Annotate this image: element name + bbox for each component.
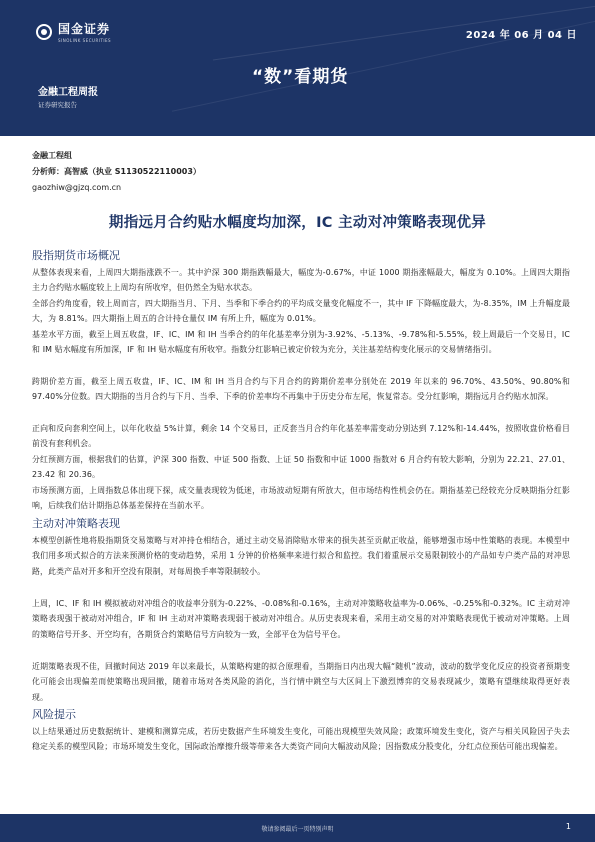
paragraph: 分红预测方面，根据我们的估算，沪深 300 指数、中证 500 指数、上证 50 指数和中证 1000 指数对 6 月合约有较大影响，分别为 22.21、27.01、23.42 和 20.36。 xyxy=(32,455,570,480)
logo-subtext: SINOLINK SECURITIES xyxy=(58,38,112,43)
paragraph: 正向和反向套利空间上，以年化收益 5%计算，剩余 14 个交易日，正反套当月合约年化基差率需变动分别达到 7.12%和-14.44%，按照收盘价格看目前没有套利机会。 xyxy=(32,424,570,449)
author-block xyxy=(32,148,201,196)
page-number: 1 xyxy=(565,822,571,831)
paragraph: 从整体表现来看，上周四大期指涨跌不一。其中沪深 300 期指跌幅最大，幅度为-0.67%，中证 1000 期指涨幅最大，幅度为 0.10%。上周四大期指主力合约贴水幅度较上上周均有所收窄，但仍然全为贴水状态。 xyxy=(32,268,570,293)
paragraph: 基差水平方面，截至上周五收盘，IF、IC、IM 和 IH 当季合约的年化基差率分别为-3.92%、-5.13%、-9.78%和-5.55%，较上周最后一个交易日，IC 和 IM 贴水幅度有所加深，IF 和 IH 贴水幅度有所收窄。指数分红影响已被定价较为充分，关注基差结构变化展示的交易情绪指引。 xyxy=(32,330,570,355)
paragraph: 市场预测方面，上周指数总体出现下探，成交量表现较为低迷，市场波动短期有所放大，但市场结构性机会仍在。期指基差已经较充分反映期指分红影响，后续我们估计期指总体基差保持在当前水平。 xyxy=(32,486,570,511)
footer-disclaimer[interactable]: 敬请参阅最后一页特别声明 xyxy=(261,826,334,833)
paragraph: 本模型创新性地将股指期货交易策略与对冲持仓相结合，通过主动交易消除贴水带来的损失甚至贡献正收益，能够增强市场中性策略的表现。本模型中我们用多项式拟合的方法来预测价格的变动趋势，采用 1 分钟的价格频率来进行拟合和监控。我们着重展示交易限制较小的产品如专户类产品的对冲思路，此类产品对开多和开空没有限制，对每周换手率等限制较小。 xyxy=(32,536,570,576)
report-banner xyxy=(0,0,595,136)
report-title: “数”看期货 xyxy=(252,67,349,87)
analyst-name: 分析师：高智威（执业 S1130522110003） xyxy=(32,167,201,176)
paragraph: 近期策略表现不佳，回撤时间达 2019 年以来最长，从策略构建的拟合原理看，当期指日内出现大幅“随机”波动，波动的数学变化反应的投资者预期变化可能会出现偏差而使策略出现回撤，随着市场对各类风险的消化，当行情中跳空与大区间上下激烈博弈的交易表现减少，策略有望继续取得更好表现。 xyxy=(32,662,570,702)
paragraph: 跨期价差方面，截至上周五收盘，IF、IC、IM 和 IH 当月合约与下月合约的跨期价差率分别处在 2019 年以来的 96.70%、43.50%、90.80%和 97.40%分位数。四大期指的当月合约与下月、当季、下季的价差率均不再集中于历史分布左尾，恢复常态。受分红影响，期指远月合约贴水加深。 xyxy=(32,377,570,402)
section-heading-market-overview: 股指期货市场概况 xyxy=(32,249,120,262)
analyst-email[interactable]: gaozhiw@gjzq.com.cn xyxy=(32,183,122,192)
logo-icon xyxy=(36,24,52,40)
report-type: 证券研究报告 xyxy=(38,101,77,109)
company-logo xyxy=(36,20,111,43)
author-group: 金融工程组 xyxy=(32,151,72,160)
section-heading-risk: 风险提示 xyxy=(32,708,76,721)
report-headline: 期指远月合约贴水幅度均加深，IC 主动对冲策略表现优异 xyxy=(108,215,487,231)
report-date: 2024 年 06 月 04 日 xyxy=(465,30,577,41)
paragraph: 以上结果通过历史数据统计、建模和测算完成，若历史数据产生环境发生变化，可能出现模型失效风险；政策环境发生变化，资产与相关风险因子失去稳定关系的模型风险；市场环境发生变化，国际政治摩擦升级等带来各大类资产同向大幅波动风险；因指数成分股变化，分红点位预估可能出现偏差。 xyxy=(32,727,570,752)
logo-text: 国金证券 xyxy=(58,22,111,36)
paragraph: 上周，IC、IF 和 IH 模拟被动对冲组合的收益率分别为-0.22%、-0.08%和-0.16%，主动对冲策略收益率为-0.06%、-0.25%和-0.32%。IC 主动对冲策略表现强于被动对冲组合，IF 和 IH 主动对冲策略表现弱于被动对冲组合。从历史表现来看，采用主动交易的对冲策略表现优于被动对冲策略。上周的策略信号开多、开空均有，各期货合约策略信号方向较为一致，全部平仓为信号平仓。 xyxy=(32,599,570,639)
paragraph: 全部合约角度看，较上周而言，四大期指当月、下月、当季和下季合约的平均成交量变化幅度不一，其中 IF 下降幅度最大，为-8.35%，IM 上升幅度最大，为 8.81%。四大期指上周五的合计持仓量仅 IM 有所上升，幅度为 0.01%。 xyxy=(32,299,570,324)
report-series: 金融工程周报 xyxy=(38,87,98,98)
section-heading-active-hedge: 主动对冲策略表现 xyxy=(32,517,120,530)
